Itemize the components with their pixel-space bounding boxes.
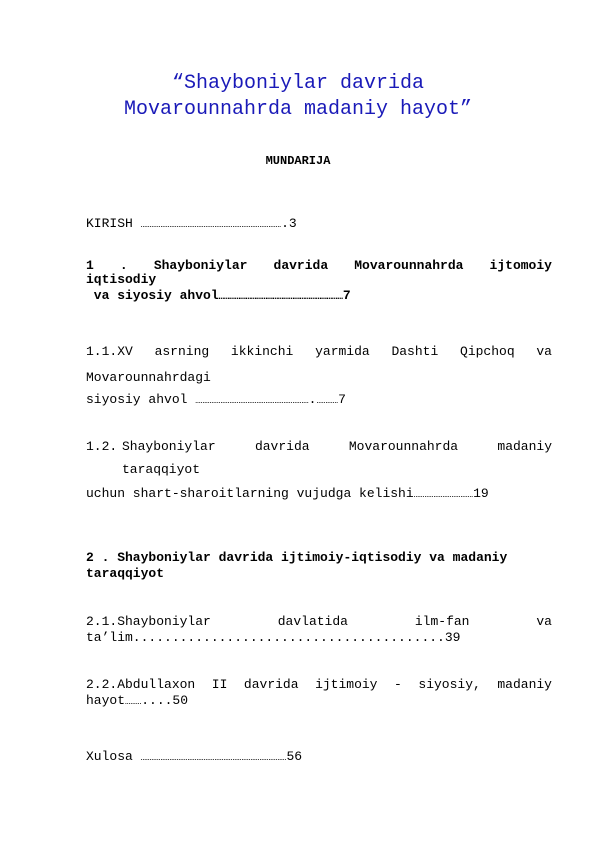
toc-s22-word: 2.2.Abdullaxon xyxy=(86,677,196,692)
toc-ch1-number: 1 xyxy=(86,258,94,273)
toc-s22-page: ....50 xyxy=(141,693,189,708)
toc-ch1-text: va siyosiy ahvol xyxy=(86,288,219,303)
toc-s21-word: davlatida xyxy=(277,614,348,629)
toc-section-1-1-line-2: Movarounnahrdagi xyxy=(86,370,211,385)
toc-s12-word: madaniy xyxy=(497,439,552,454)
toc-section-2-1-line-2: ta’lim........................................39 xyxy=(86,630,461,645)
toc-s12-word: Shayboniylar xyxy=(122,439,216,454)
toc-s22-leader: ……… xyxy=(125,697,142,707)
toc-s12-page: 19 xyxy=(473,486,489,501)
toc-s22-word: madaniy xyxy=(497,677,552,692)
toc-chapter-1-line-3 xyxy=(86,288,552,305)
toc-s11-leader: ……………………………………………………… xyxy=(195,396,309,406)
toc-s11-word: 1.1.XV xyxy=(86,344,133,359)
toc-s11-word: Dashti xyxy=(391,344,439,359)
toc-s12-text: uchun shart-sharoitlarning vujudga kelishi xyxy=(86,486,414,501)
toc-s22-word: - xyxy=(394,677,402,692)
toc-intro-label: KIRISH xyxy=(86,216,133,231)
toc-s11-word: va xyxy=(536,344,552,359)
toc-section-1-1-line-3 xyxy=(86,392,552,409)
toc-s22-word: siyosiy, xyxy=(418,677,481,692)
toc-ch1-page: 7 xyxy=(342,288,351,303)
toc-s21-word: ilm-fan xyxy=(414,614,470,629)
toc-intro-page: 3 xyxy=(288,216,297,231)
toc-ch1-word: ijtomoiy xyxy=(489,258,552,273)
toc-section-2-1-line-1 xyxy=(86,614,552,630)
toc-s12-number: 1.2. xyxy=(86,439,118,454)
toc-s22-word: ijtimoiy xyxy=(315,677,378,692)
contents-heading: MUNDARIJA xyxy=(265,154,331,168)
toc-ch1-separator: . xyxy=(119,258,128,273)
toc-s11-word: asrning xyxy=(154,344,210,359)
toc-s21-word: 2.1.Shayboniylar xyxy=(86,614,211,629)
toc-intro-trail: . xyxy=(281,216,289,231)
toc-ch1-word: Movarounnahrda xyxy=(354,258,464,273)
toc-entry-conclusion xyxy=(86,749,552,766)
toc-s12-word: davrida xyxy=(254,439,310,454)
toc-s11-word: yarmida xyxy=(315,344,370,359)
toc-section-1-2-line-1 xyxy=(86,439,552,455)
toc-s11-word: Qipchoq xyxy=(460,344,515,359)
toc-intro-leader: …………………………………………………………………… xyxy=(140,220,282,230)
toc-s11-leader-2: ………… xyxy=(316,396,339,406)
toc-entry-intro xyxy=(86,216,552,233)
document-title-line-1: “Shayboniylar davrida xyxy=(171,72,425,95)
toc-ch1-word: davrida xyxy=(273,258,329,273)
toc-chapter-2-line-1: 2 . Shayboniylar davrida ijtimoiy-iqtisodiy va madaniy xyxy=(86,550,508,565)
toc-ch1-word: Shayboniylar xyxy=(153,258,248,273)
toc-s22-text: hayot xyxy=(86,693,126,708)
toc-section-1-1-line-1 xyxy=(86,344,552,360)
toc-chapter-2-line-2: taraqqiyot xyxy=(86,566,165,581)
toc-s11-text: siyosiy ahvol xyxy=(86,392,188,407)
toc-s12-leader: …………………………… xyxy=(413,490,474,500)
toc-section-2-2-line-1 xyxy=(86,677,552,693)
toc-s11-trail: . xyxy=(308,392,317,407)
toc-section-1-2-line-3 xyxy=(86,486,552,503)
toc-s11-page: 7 xyxy=(338,392,346,407)
toc-s21-word: va xyxy=(536,614,552,629)
toc-conclusion-leader: ……………………………………………………………………… xyxy=(140,753,287,763)
toc-section-2-2-line-2 xyxy=(86,693,552,710)
toc-chapter-1-line-2: iqtisodiy xyxy=(86,272,157,287)
toc-ch1-leader: …………………………………………………………… xyxy=(218,292,343,302)
toc-s11-word: ikkinchi xyxy=(230,344,294,359)
toc-s12-words xyxy=(122,439,552,455)
toc-s12-word: Movarounnahrda xyxy=(348,439,459,454)
toc-section-1-2-line-2: taraqqiyot xyxy=(122,462,201,477)
toc-conclusion-page: 56 xyxy=(286,749,303,764)
toc-conclusion-label: Xulosa xyxy=(86,749,133,764)
toc-s22-word: II xyxy=(211,677,228,692)
toc-s22-word: davrida xyxy=(243,677,299,692)
document-title-line-2: Movarounnahrda madaniy hayot” xyxy=(123,98,473,121)
